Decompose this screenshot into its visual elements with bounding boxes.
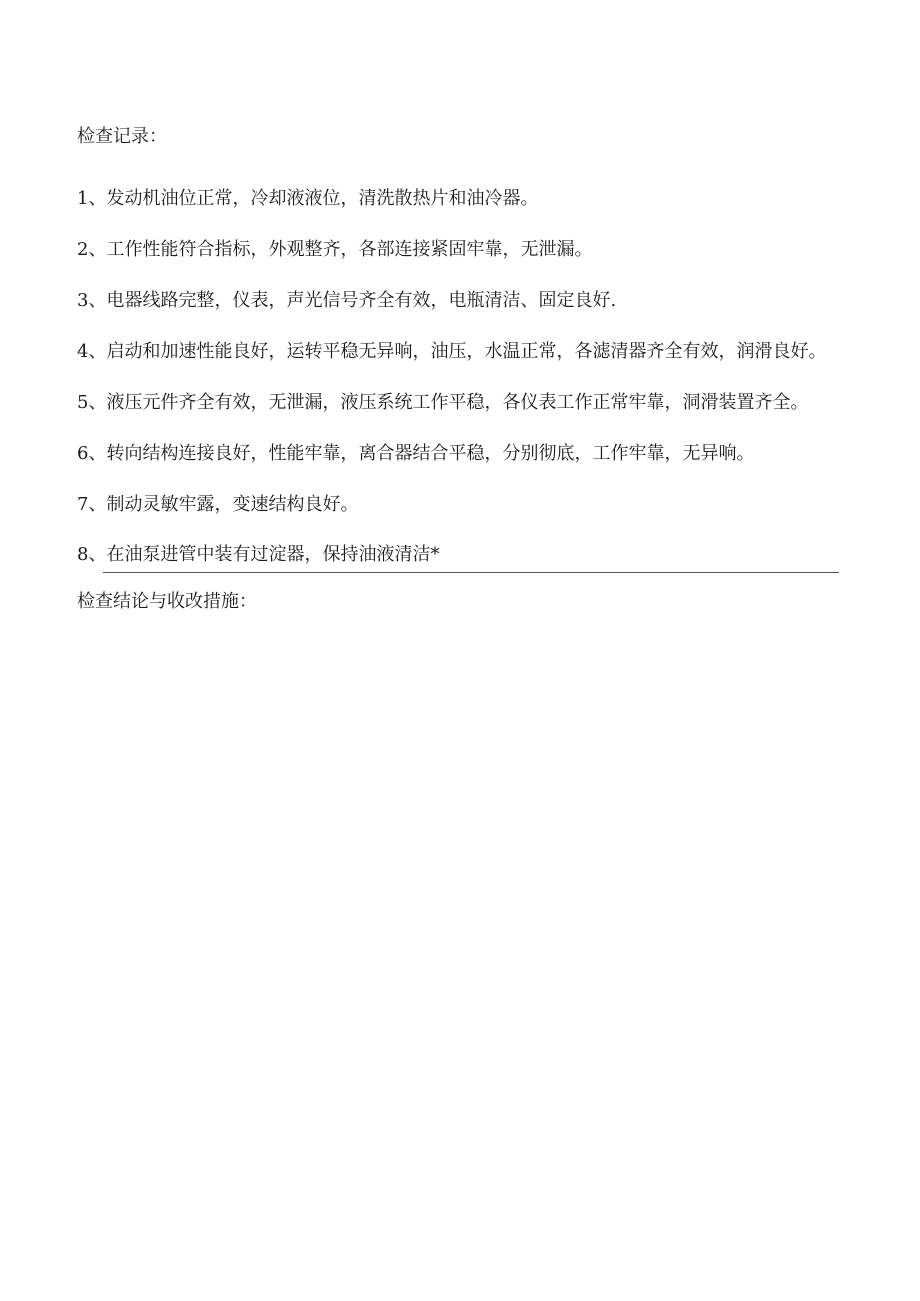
record-item-6: 6、转向结构连接良好，性能牢靠，离合器结合平稳，分别彻底，工作牢靠，无异响。: [77, 443, 755, 464]
conclusion-heading: 检查结论与收改措施：: [77, 591, 257, 612]
record-item-4: 4、启动和加速性能良好，运转平稳无异响，油压，水温正常，各滤清器齐全有效，润滑良好。: [77, 341, 827, 362]
record-heading: 检查记录：: [77, 126, 167, 147]
record-item-8: 8、在油泵进管中装有过淀器，保持油液清洁*: [77, 544, 440, 565]
record-item-2: 2、工作性能符合指标，外观整齐，各部连接紧固牢靠，无泄漏。: [77, 239, 593, 260]
record-item-1: 1、发动机油位正常，冷却液液位，清洗散热片和油冷器。: [77, 188, 539, 209]
inspection-content: [77, 122, 839, 617]
record-list: [77, 173, 839, 570]
section-divider: [103, 572, 839, 573]
record-item-5: 5、液压元件齐全有效，无泄漏，液压系统工作平稳，各仪表工作正常牢靠，洞滑装置齐全。: [77, 392, 809, 413]
record-item-7: 7、制动灵敏牢露，变速结构良好。: [77, 494, 359, 515]
record-item-3: 3、电器线路完整，仪表，声光信号齐全有效，电瓶清洁、固定良好.: [77, 290, 617, 311]
